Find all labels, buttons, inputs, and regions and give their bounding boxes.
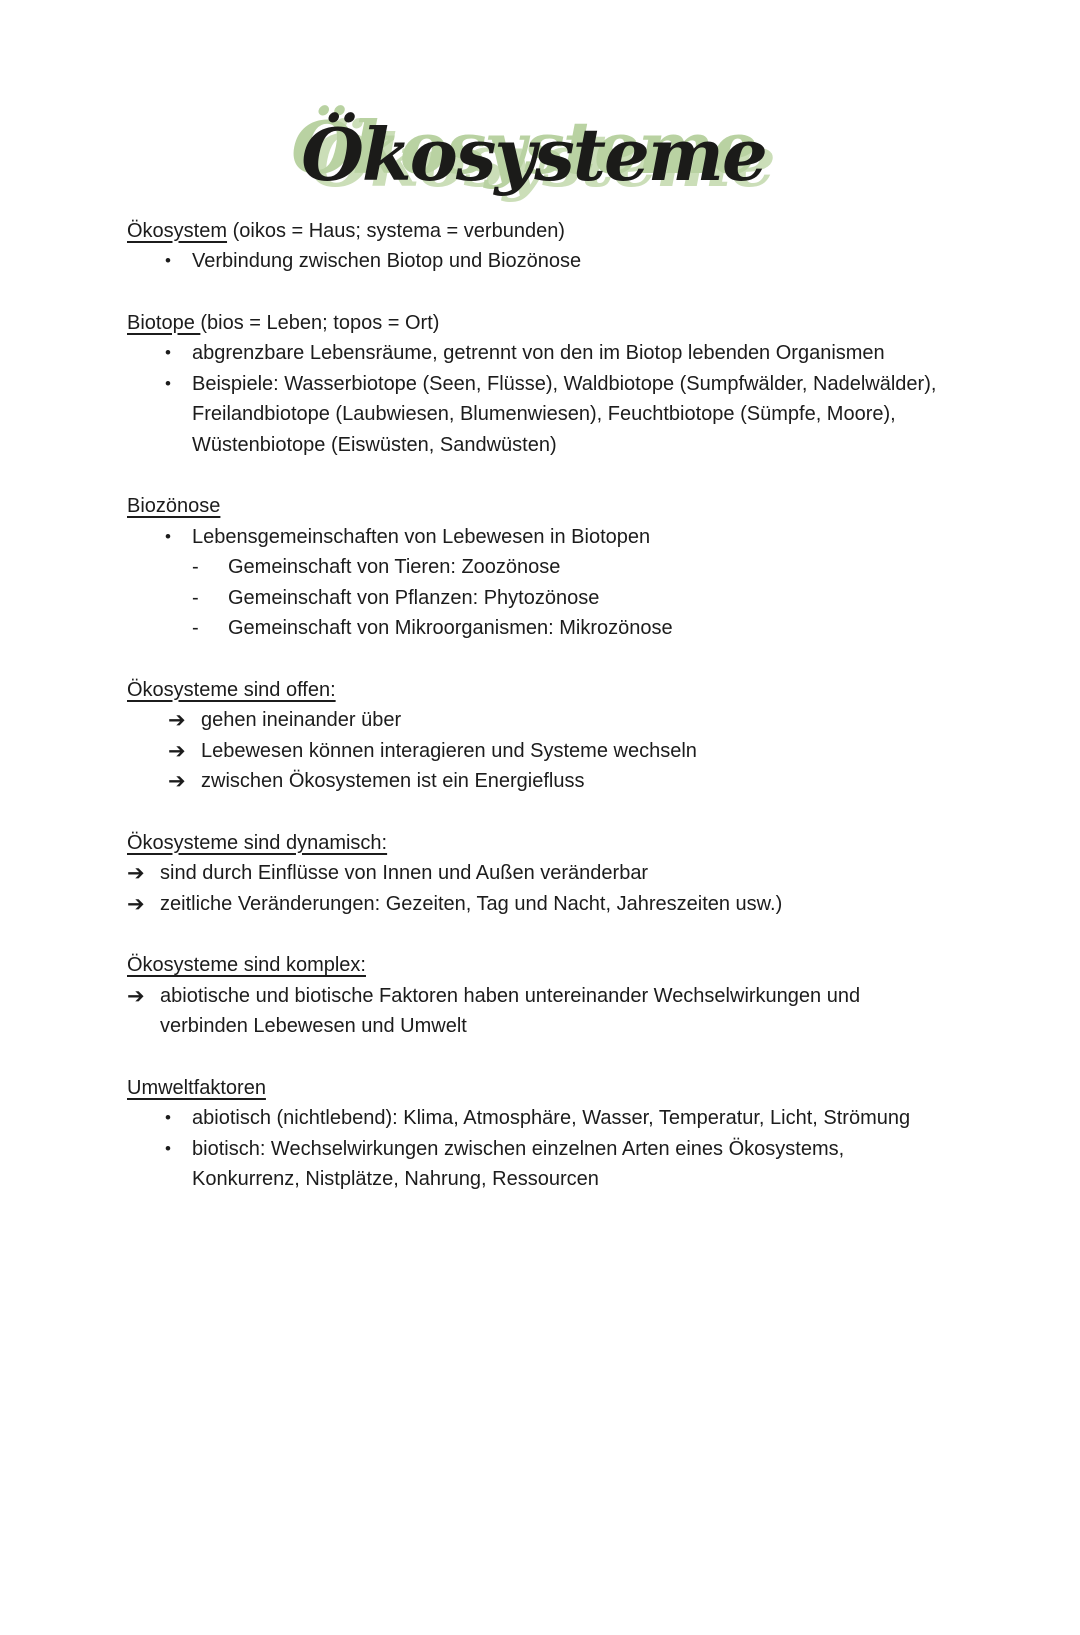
list-item (127, 1134, 940, 1195)
list-item-text: sind durch Einflüsse von Innen und Außen veränderbar (160, 862, 649, 885)
list-item-text: biotisch: Wechselwirkungen zwischen einzelnen Arten eines Ökosystems, Konkurrenz, Nistplätze, Nahrung, Ressourcen (192, 1137, 845, 1191)
arrow-item (127, 705, 940, 736)
heading-underlined: Ökosysteme sind komplex: (127, 954, 366, 977)
heading-rest: (bios = Leben; topos = Ort) (200, 311, 440, 334)
arrow-icon: ➔ (168, 708, 186, 733)
list-item (127, 522, 940, 553)
list-item-text: Verbindung zwischen Biotop und Biozönose (192, 250, 582, 273)
heading-underlined: Biotope (127, 311, 201, 334)
list-item (127, 1103, 940, 1134)
section-oekosystem (127, 216, 940, 277)
list-item-text: Gemeinschaft von Pflanzen: Phytozönose (228, 586, 600, 609)
list-item-text: abiotische und biotische Faktoren haben untereinander Wechselwirkungen und verbinden Lebewesen und Umwelt (160, 984, 861, 1038)
dash-icon: - (192, 556, 199, 579)
list-item-text: Gemeinschaft von Tieren: Zoozönose (228, 556, 561, 579)
heading-underlined: Umweltfaktoren (127, 1076, 266, 1099)
section-komplex (127, 950, 940, 1042)
list-item-text: Gemeinschaft von Mikroorganismen: Mikrozönose (228, 617, 673, 640)
list-item-text: abiotisch (nichtlebend): Klima, Atmosphäre, Wasser, Temperatur, Licht, Strömung (192, 1107, 911, 1130)
list-item-text: zeitliche Veränderungen: Gezeiten, Tag und Nacht, Jahreszeiten usw.) (160, 892, 783, 915)
heading-underlined: Ökosysteme sind dynamisch: (127, 831, 388, 854)
section-biotope (127, 308, 940, 461)
section-heading (127, 1073, 940, 1104)
list-item-text: Lebensgemeinschaften von Lebewesen in Biotopen (192, 525, 651, 548)
section-heading (127, 491, 940, 522)
arrow-icon: ➔ (168, 769, 186, 794)
arrow-item (127, 981, 940, 1042)
bullet-icon: • (165, 343, 171, 363)
dash-icon: - (192, 586, 199, 609)
section-heading (127, 675, 940, 706)
list-item-text: gehen ineinander über (201, 709, 402, 732)
section-heading (127, 828, 940, 859)
heading-underlined: Ökosystem (127, 219, 228, 242)
bullet-icon: • (165, 251, 171, 271)
arrow-item (127, 858, 940, 889)
section-heading (127, 950, 940, 981)
list-item-text: Beispiele: Wasserbiotope (Seen, Flüsse), Waldbiotope (Sumpfwälder, Nadelwälder), Freilandbiotope (Laubwiesen, Blumenwiesen), Feuchtbiotope (Sümpfe, Moore), Wüstenbiotope (Eiswüsten, Sandwüsten) (192, 372, 937, 456)
arrow-icon: ➔ (127, 983, 145, 1008)
list-item-text: zwischen Ökosystemen ist ein Energiefluss (201, 770, 585, 793)
bullet-icon: • (165, 1138, 171, 1158)
section-offen (127, 675, 940, 797)
list-subitem (127, 583, 940, 614)
arrow-icon: ➔ (127, 891, 145, 916)
heading-rest: (oikos = Haus; systema = verbunden) (227, 219, 565, 242)
arrow-icon: ➔ (127, 861, 145, 886)
list-item-text: Lebewesen können interagieren und Systeme wechseln (201, 739, 697, 762)
document-title: Ökosysteme (301, 112, 766, 197)
section-heading (127, 216, 940, 247)
document-page (0, 108, 1080, 1635)
section-umweltfaktoren (127, 1073, 940, 1195)
list-item (127, 246, 940, 277)
list-item (127, 338, 940, 369)
bullet-icon: • (165, 1108, 171, 1128)
heading-underlined: Biozönose (127, 495, 221, 518)
section-heading (127, 308, 940, 339)
section-dynamisch (127, 828, 940, 920)
dash-icon: - (192, 617, 199, 640)
section-biozoenose (127, 491, 940, 644)
arrow-item (127, 766, 940, 797)
list-subitem (127, 613, 940, 644)
arrow-icon: ➔ (168, 738, 186, 763)
arrow-item (127, 736, 940, 767)
bullet-icon: • (165, 373, 171, 393)
list-subitem (127, 552, 940, 583)
bullet-icon: • (165, 526, 171, 546)
list-item (127, 369, 940, 461)
arrow-item (127, 889, 940, 920)
heading-underlined: Ökosysteme sind offen: (127, 678, 336, 701)
list-item-text: abgrenzbare Lebensräume, getrennt von den im Biotop lebenden Organismen (192, 342, 885, 365)
